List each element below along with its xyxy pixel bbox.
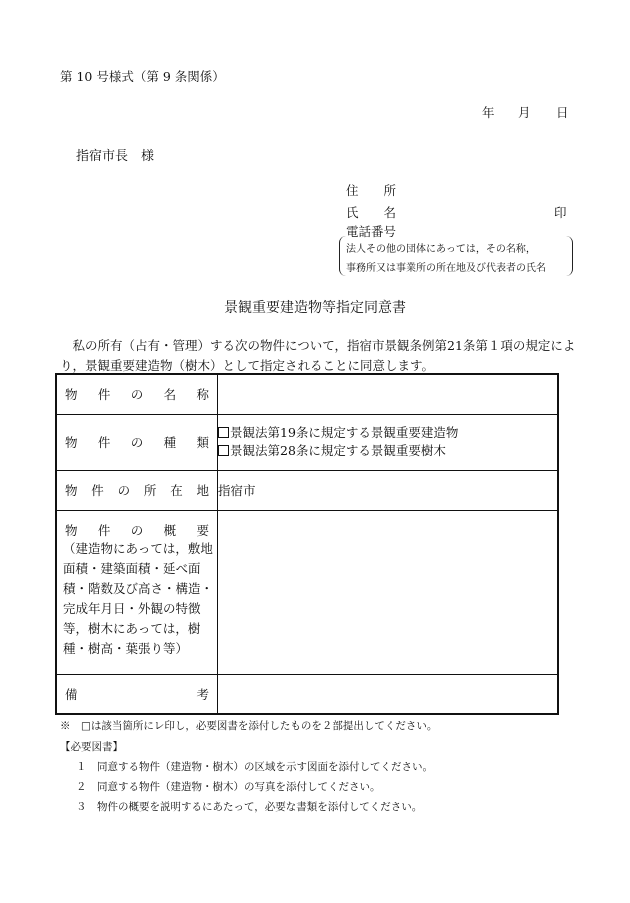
location-value: 指宿市 [218,483,256,498]
form-number: 第 10 号様式（第 9 条関係） [60,69,225,84]
label-remarks: 備 考 [56,674,218,714]
row-property-summary [56,510,558,674]
consent-line-2: り，景観重要建造物（樹木）として指定されることに同意します。 [60,358,435,373]
corporate-note-line-2: 事務所又は事業所の所在地及び代表者の氏名 [346,263,546,274]
label-property-name: 物 件 の 名 称 [56,374,218,414]
field-remarks[interactable] [218,674,559,714]
name-label: 氏 名 [346,205,397,220]
checkbox-tree[interactable] [218,445,229,456]
required-doc-item: ２ 同意する物件（建造物・樹木）の写真を添付してください。 [76,781,381,793]
seal-mark: 印 [554,205,567,220]
document-title: 景観重要建造物等指定同意書 [224,300,406,316]
field-property-type [218,414,559,470]
checkbox-note: ※ □は該当箇所にレ印し，必要図書を添付したものを２部提出してください。 [60,720,438,732]
addressee: 指宿市長 様 [76,149,155,164]
checkbox-building[interactable] [218,427,229,438]
option-building[interactable]: 景観法第19条に規定する景観重要建造物 [218,424,557,442]
field-property-location[interactable] [218,470,559,510]
field-property-summary[interactable] [218,510,559,674]
property-form-table [55,373,559,715]
row-property-name [56,374,558,414]
date-year-label: 年 [482,105,495,120]
row-remarks [56,674,558,714]
required-doc-item: ３ 物件の概要を説明するにあたって，必要な書類を添付してください。 [76,801,423,813]
summary-description: （建造物にあっては，敷地 面積・建築面積・延べ面 積・階数及び高さ・構造・ 完成年月日・外観の特徴 等，樹木にあっては，樹 種・樹高・葉張り等） [63,541,214,656]
consent-statement [60,336,575,376]
corporate-note-line-1: 法人その他の団体にあっては，その名称， [346,244,536,255]
field-property-name[interactable] [218,374,559,414]
date-day-label: 日 [556,105,569,120]
label-property-type: 物 件 の 種 類 [56,414,218,470]
row-property-type [56,414,558,470]
date-month-label: 月 [518,105,531,120]
option-tree[interactable]: 景観法第28条に規定する景観重要樹木 [218,442,557,460]
phone-label: 電話番号 [346,224,397,239]
label-property-summary: 物 件 の 概 要 （建造物にあっては，敷地 面積・建築面積・延べ面 積・階数及び高さ・構造・ 完成年月日・外観の特徴 等，樹木にあっては，樹 種・樹高・葉張り等） [56,510,218,674]
required-doc-item: １ 同意する物件（建造物・樹木）の区域を示す図面を添付してください。 [76,761,433,773]
consent-line-1: 私の所有（占有・管理）する次の物件について，指宿市景観条例第21条第１項の規定によ [60,338,576,353]
label-property-location: 物 件 の 所 在 地 [56,470,218,510]
required-docs-title: 【必要図書】 [60,741,123,753]
address-label: 住 所 [346,183,397,198]
row-property-location [56,470,558,510]
